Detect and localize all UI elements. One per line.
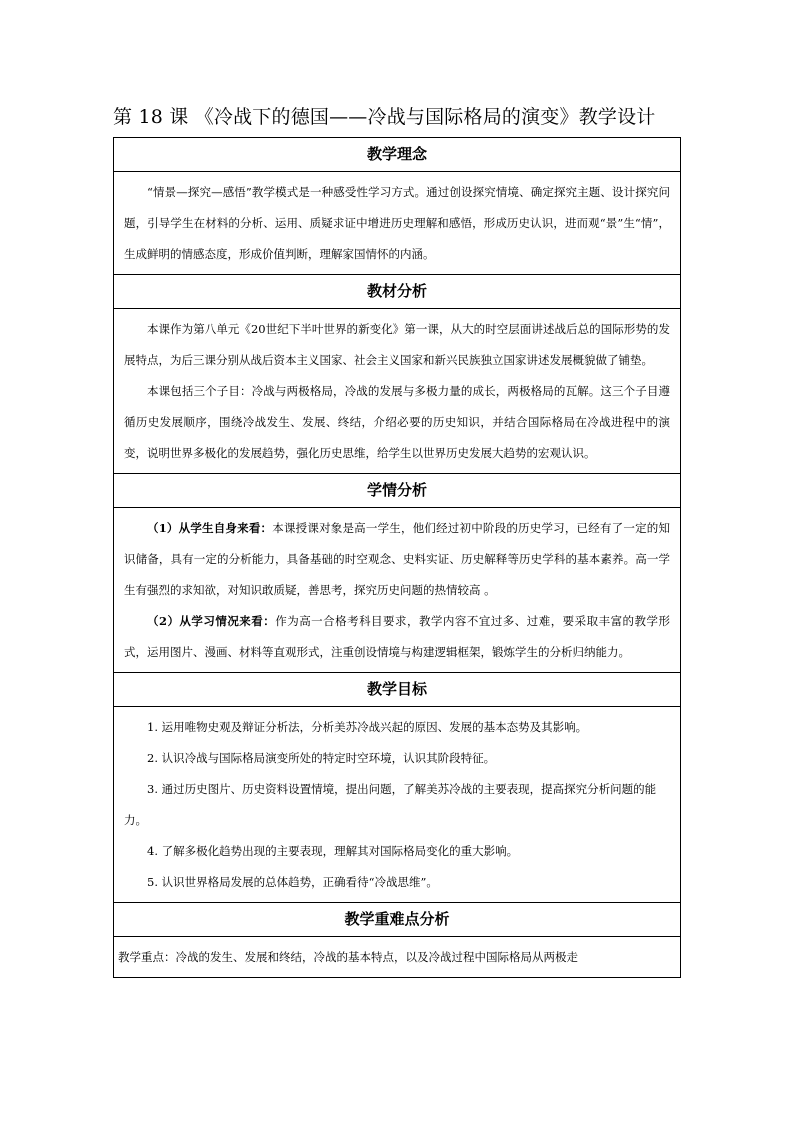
- materials-paragraph-2: 本课包括三个子目：冷战与两极格局，冷战的发展与多极力量的成长，两极格局的瓦解。这三个子目遵循历史发展顺序，围绕冷战发生、发展、终结，介绍必要的历史知识，并结合国际格局在冷战进程中的演变，说明世界多极化的发展趋势，强化历史思维，给学生以世界历史发展大趋势的宏观认识。: [124, 384, 670, 460]
- objective-item: 4. 了解多极化趋势出现的主要表现，理解其对国际格局变化的重大影响。: [147, 844, 519, 858]
- section-header-students: 学情分析: [114, 474, 680, 508]
- section-header-objectives: 教学目标: [114, 673, 680, 707]
- students-item-2-label: （2）从学习情况来看：: [147, 614, 276, 628]
- objective-item: 2. 认识冷战与国际格局演变所处的特定时空环境，认识其阶段特征。: [147, 751, 496, 765]
- section-header-materials: 教材分析: [114, 275, 680, 309]
- students-item-1: [124, 513, 670, 606]
- section-body-students: [114, 508, 680, 673]
- students-item-2-text: 作为高一合格考科目要求，教学内容不宜过多、过难，要采取丰富的教学形式，运用图片、漫画、材料等直观形式，注重创设情境与构建逻辑框架，锻炼学生的分析归纳能力。: [124, 614, 670, 659]
- students-item-2: [124, 606, 670, 668]
- objective-item: 1. 运用唯物史观及辩证分析法，分析美苏冷战兴起的原因、发展的基本态势及其影响。: [147, 720, 588, 734]
- objective-item: 5. 认识世界格局发展的总体趋势，正确看待“冷战思维”。: [147, 875, 438, 889]
- lesson-plan-table: [113, 137, 681, 978]
- section-header-philosophy: 教学理念: [114, 138, 680, 172]
- section-header-keypoints: 教学重难点分析: [114, 903, 680, 937]
- section-body-objectives: [114, 707, 680, 903]
- section-body-materials: [114, 309, 680, 474]
- page-title: 第 18 课 《冷战下的德国——冷战与国际格局的演变》教学设计: [113, 106, 656, 128]
- students-item-1-text: 本课授课对象是高一学生，他们经过初中阶段的历史学习，已经有了一定的知识储备，具有一定的分析能力，具备基础的时空观念、史料实证、历史解释等历史学科的基本素养。高一学生有强烈的求知欲，对知识敢质疑，善思考，探究历史问题的热情较高 。: [124, 521, 670, 597]
- keypoints-paragraph: 教学重点：冷战的发生、发展和终结，冷战的基本特点，以及冷战过程中国际格局从两极走: [118, 950, 578, 964]
- philosophy-paragraph: “情景—探究—感悟”教学模式是一种感受性学习方式。通过创设探究情境、确定探究主题、设计探究问题，引导学生在材料的分析、运用、质疑求证中增进历史理解和感悟，形成历史认识，进而观“景”生“情”，生成鲜明的情感态度，形成价值判断，理解家国情怀的内涵。: [124, 185, 670, 261]
- objective-item: 3. 通过历史图片、历史资料设置情境，提出问题，了解美苏冷战的主要表现，提高探究分析问题的能力。: [124, 782, 657, 827]
- section-body-philosophy: [114, 172, 680, 275]
- section-body-keypoints: [114, 937, 680, 977]
- students-item-1-label: （1）从学生自身来看：: [147, 521, 273, 535]
- materials-paragraph-1: 本课作为第八单元《20世纪下半叶世界的新变化》第一课，从大的时空层面讲述战后总的国际形势的发展特点，为后三课分别从战后资本主义国家、社会主义国家和新兴民族独立国家讲述发展概貌做了铺垫。: [124, 322, 670, 367]
